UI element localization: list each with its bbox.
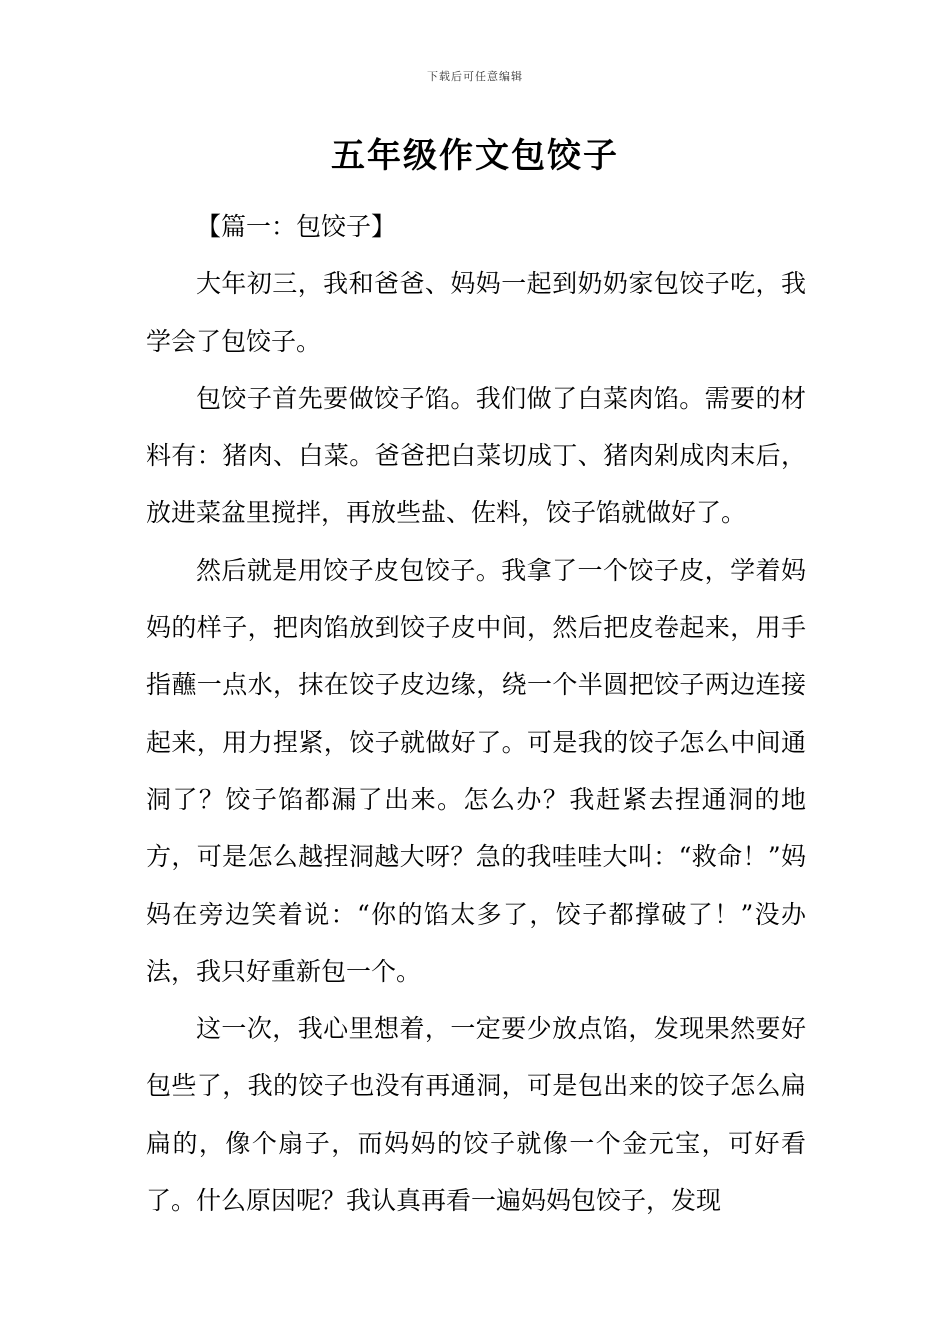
paragraph: 然后就是用饺子皮包饺子。我拿了一个饺子皮，学着妈妈的样子，把肉馅放到饺子皮中间，然后把皮卷起来，用手指蘸一点水，抹在饺子皮边缘，绕一个半圆把饺子两边连接起来，用力捏紧，饺子就做好了。可是我的饺子怎么中间通洞了？饺子馅都漏了出来。怎么办？我赶紧去捏通洞的地方，可是怎么越捏洞越大呀？急的我哇哇大叫：“救命！”妈妈在旁边笑着说：“你的馅太多了，饺子都撑破了！”没办法，我只好重新包一个。 [146, 555, 806, 986]
header-note: 下载后可任意编辑 [427, 70, 523, 83]
paragraph: 包饺子首先要做饺子馅。我们做了白菜肉馅。需要的材料有：猪肉、白菜。爸爸把白菜切成丁、猪肉剁成肉末后，放进菜盆里搅拌，再放些盐、佐料，饺子馅就做好了。 [146, 383, 806, 528]
paragraph: 这一次，我心里想着，一定要少放点馅，发现果然要好包些了，我的饺子也没有再通洞，可是包出来的饺子怎么扁扁的，像个扇子，而妈妈的饺子就像一个金元宝，可好看了。什么原因呢？我认真再看一遍妈妈包饺子，发现 [146, 1014, 806, 1216]
section-heading: 【篇一：包饺子】 [196, 212, 397, 241]
article-body [146, 198, 806, 1229]
paragraph: 大年初三，我和爸爸、妈妈一起到奶奶家包饺子吃，我学会了包饺子。 [146, 269, 806, 356]
page-title: 五年级作文包饺子 [331, 136, 619, 176]
